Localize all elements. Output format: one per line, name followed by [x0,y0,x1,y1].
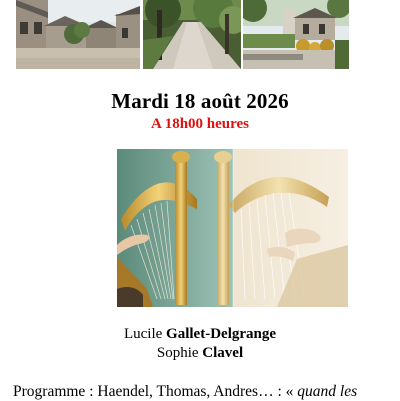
harps-image [117,149,348,307]
performer-1-last-name: Gallet-Delgrange [166,326,277,342]
performer-2 [0,345,400,362]
event-time: A 18h00 heures [150,116,250,132]
performer-1-first-name: Lucile [123,326,163,342]
event-date: Mardi 18 août 2026 [111,89,289,113]
photo-courtyard [16,0,140,69]
photo-chapel-garden [243,0,349,69]
program-italic: quand les [297,383,358,400]
photo-strip [16,0,349,69]
photo-lane [143,0,241,69]
performer-1 [0,326,400,343]
performer-2-last-name: Clavel [202,345,244,361]
program-line [13,383,357,401]
program-text: Programme : Haendel, Thomas, Andres… : « [13,383,298,400]
performer-2-first-name: Sophie [156,345,199,361]
